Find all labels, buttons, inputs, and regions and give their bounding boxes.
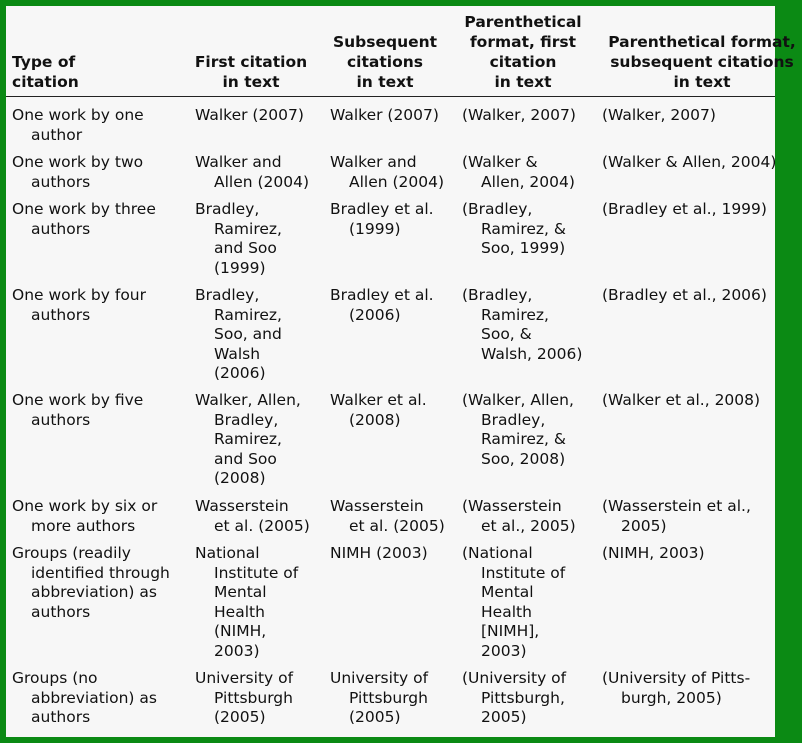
cell-subsequent (330, 153, 444, 192)
cell-line: Groups (readily (12, 544, 131, 562)
cell-parenthetical-first (462, 391, 574, 469)
cell-parenthetical-subsequent (602, 391, 760, 411)
cell-line: (2008) (349, 410, 401, 429)
cell-line: 2005) (481, 708, 527, 726)
cell-line: authors (31, 172, 91, 191)
cell-parenthetical-first (462, 544, 565, 661)
header-parenthetical-subsequent: Parenthetical format, subsequent citations in text (608, 33, 796, 91)
cell-line: One work by six or (12, 497, 158, 515)
cell-line: Ramirez, (214, 430, 282, 448)
cell-line: burgh, 2005) (621, 688, 722, 707)
cell-line: (University of (462, 669, 567, 687)
cell-parenthetical-first (462, 669, 566, 728)
cell-line: University of (330, 669, 429, 687)
cell-line: One work by one (12, 106, 144, 124)
cell-parenthetical-subsequent (602, 106, 716, 126)
cell-line: Pittsburgh (349, 688, 428, 707)
cell-line: Bradley et al. (330, 286, 434, 304)
cell-line: Walker, Allen, (195, 391, 301, 409)
cell-line: abbreviation) as (31, 688, 157, 707)
cell-line: 2003) (481, 641, 527, 660)
cell-line: et al. (2005) (349, 516, 445, 535)
cell-parenthetical-subsequent (602, 497, 751, 536)
cell-parenthetical-first (462, 200, 566, 259)
cell-line: Allen (2004) (214, 172, 310, 191)
cell-type (12, 106, 144, 145)
cell-line: (2005) (349, 708, 401, 726)
cell-line: Mental (214, 583, 267, 601)
cell-line: University of (195, 669, 294, 687)
citation-table (6, 6, 796, 737)
cell-line: (Walker, 2007) (602, 106, 716, 124)
cell-line: (Walker, Allen, (462, 391, 574, 409)
table-header (6, 6, 796, 97)
cell-line: Mental (481, 583, 534, 601)
cell-parenthetical-subsequent (602, 153, 776, 173)
cell-parenthetical-first (462, 153, 575, 192)
cell-line: (NIMH, 2003) (602, 544, 705, 562)
cell-line: (NIMH, (214, 622, 267, 640)
cell-line: Walker and (330, 153, 417, 171)
cell-first-citation (195, 286, 282, 384)
cell-line: authors (31, 305, 91, 324)
cell-first-citation (195, 106, 304, 126)
cell-type (12, 153, 143, 192)
cell-type (12, 544, 170, 622)
cell-parenthetical-first (462, 497, 576, 536)
cell-line: (Walker & Allen, 2004) (602, 153, 777, 171)
cell-line: identified through (31, 563, 170, 582)
cell-line: (Wasserstein (462, 497, 562, 515)
cell-line: Institute of (481, 563, 566, 582)
cell-line: (University of Pitts- (602, 669, 751, 687)
cell-line: Allen, 2004) (481, 172, 575, 191)
cell-type (12, 497, 157, 536)
cell-line: (Bradley et al., 2006) (602, 286, 767, 304)
cell-line: Wasserstein (195, 497, 289, 515)
cell-line: Ramirez, (214, 219, 282, 238)
cell-line: and Soo (214, 239, 277, 257)
cell-line: authors (31, 410, 91, 429)
cell-line: Bradley, (214, 410, 279, 429)
cell-line: (Walker et al., 2008) (602, 391, 761, 409)
cell-line: (1999) (349, 219, 401, 238)
cell-line: Institute of (214, 563, 299, 582)
cell-line: Walker (2007) (195, 106, 304, 124)
cell-line: Ramirez, & (481, 430, 566, 448)
cell-line: authors (31, 708, 91, 726)
cell-line: (Bradley, (462, 200, 533, 218)
cell-line: authors (31, 602, 91, 621)
cell-line: Walker and (195, 153, 282, 171)
cell-first-citation (195, 497, 310, 536)
cell-parenthetical-subsequent (602, 544, 705, 564)
cell-line: Bradley, (195, 286, 260, 304)
cell-subsequent (330, 669, 428, 728)
cell-line: (Bradley, (462, 286, 533, 304)
cell-line: One work by five (12, 391, 144, 409)
cell-line: (National (462, 544, 533, 562)
cell-line: Soo, and (214, 325, 282, 343)
cell-line: more authors (31, 516, 136, 535)
cell-line: 2005) (621, 516, 667, 535)
header-parenthetical-first: Parenthetical format, first citation in text (464, 13, 582, 91)
cell-subsequent (330, 200, 434, 239)
cell-line: Soo, & (481, 325, 532, 343)
cell-first-citation (195, 544, 298, 661)
cell-line: (Bradley et al., 1999) (602, 200, 767, 218)
header-subsequent-citations: Subsequent citations in text (332, 33, 438, 91)
cell-subsequent (330, 497, 445, 536)
cell-line: Bradley, (481, 410, 546, 429)
cell-line: Ramirez, (481, 305, 549, 324)
cell-line: authors (31, 219, 91, 238)
cell-parenthetical-first (462, 106, 576, 126)
cell-line: Pittsburgh, (481, 688, 565, 707)
header-first-citation: First citation in text (194, 53, 308, 91)
cell-line: Groups (no (12, 669, 98, 687)
cell-line: [NIMH], (481, 622, 540, 640)
cell-first-citation (195, 200, 282, 278)
cell-type (12, 200, 156, 239)
cell-line: (1999) (214, 258, 266, 277)
cell-line: Health (214, 602, 265, 621)
cell-first-citation (195, 153, 309, 192)
cell-line: abbreviation) as (31, 583, 157, 601)
cell-line: Bradley et al. (330, 200, 434, 218)
cell-line: One work by two (12, 153, 144, 171)
cell-subsequent (330, 106, 439, 126)
cell-line: Walker et al. (330, 391, 427, 409)
cell-first-citation (195, 391, 301, 489)
cell-line: NIMH (2003) (330, 544, 428, 562)
cell-line: (2005) (214, 708, 266, 726)
cell-line: Soo, 2008) (481, 449, 566, 468)
cell-line: et al., 2005) (481, 516, 576, 535)
cell-subsequent (330, 544, 428, 564)
cell-line: One work by three (12, 200, 156, 218)
cell-line: Pittsburgh (214, 688, 293, 707)
cell-line: (2006) (349, 305, 401, 324)
cell-line: Soo, 1999) (481, 239, 566, 257)
cell-parenthetical-first (462, 286, 582, 364)
cell-line: Ramirez, (214, 305, 282, 324)
cell-line: Ramirez, & (481, 219, 566, 238)
cell-parenthetical-subsequent (602, 286, 767, 306)
cell-line: Walsh, 2006) (481, 344, 583, 363)
cell-line: author (31, 125, 83, 144)
cell-line: National (195, 544, 260, 562)
cell-subsequent (330, 286, 434, 325)
cell-line: and Soo (214, 449, 277, 468)
cell-line: (2008) (214, 469, 266, 487)
cell-parenthetical-subsequent (602, 669, 750, 708)
cell-line: Walker (2007) (330, 106, 439, 124)
cell-line: Bradley, (195, 200, 260, 218)
cell-line: et al. (2005) (214, 516, 310, 535)
cell-type (12, 669, 157, 728)
cell-line: 2003) (214, 641, 260, 660)
cell-type (12, 391, 143, 430)
header-type-of-citation: Type of citation (12, 53, 79, 91)
cell-line: Walsh (214, 344, 261, 363)
cell-line: (Walker & (462, 153, 538, 171)
cell-type (12, 286, 146, 325)
cell-line: (Wasserstein et al., (602, 497, 751, 515)
cell-line: One work by four (12, 286, 146, 304)
cell-parenthetical-subsequent (602, 200, 767, 220)
cell-first-citation (195, 669, 293, 728)
cell-line: Wasserstein (330, 497, 424, 515)
cell-line: Health (481, 602, 532, 621)
cell-subsequent (330, 391, 427, 430)
cell-line: (Walker, 2007) (462, 106, 576, 124)
cell-line: (2006) (214, 364, 266, 382)
cell-line: Allen (2004) (349, 172, 445, 191)
